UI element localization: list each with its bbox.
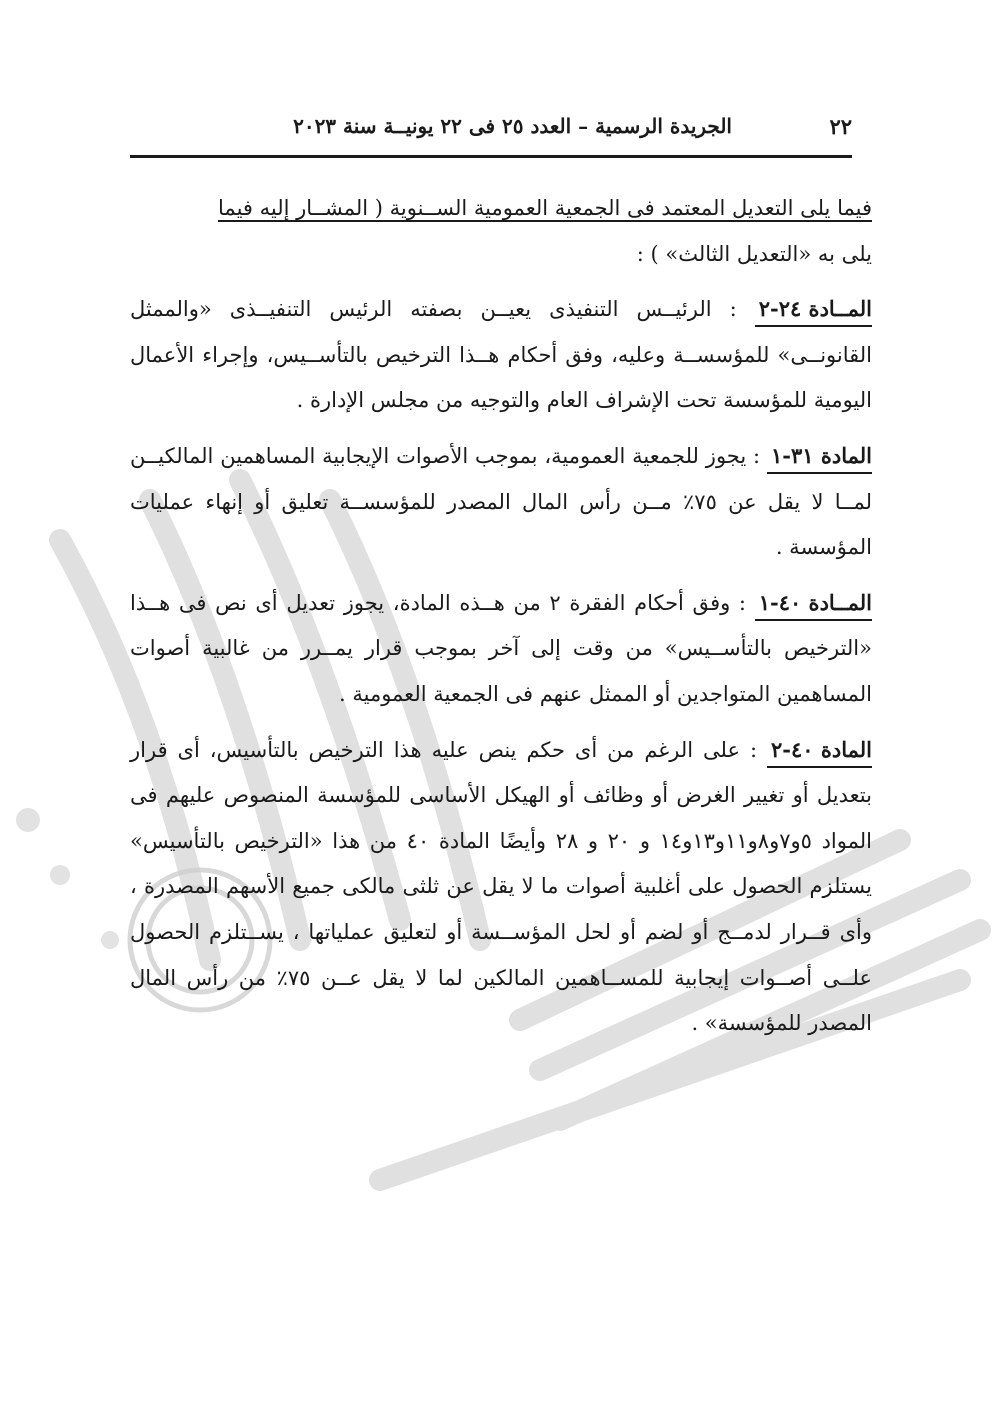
header-divider <box>130 155 852 158</box>
article-text: : على الرغم من أى حكم ينص عليه هذا الترخيص بالتأسيس، أى قرار بتعديل أو تغيير الغرض أو وظائف أو الهيكل الأساسى للمؤسسة المنصوص عليهم فى المواد ٥و٧و٨و١١و١٣و١٤ و ٢٠ و ٢٨ وأيضًا المادة ٤٠ من هذا «الترخيص بالتأسيس» يستلزم الحصول على أغلبية أصوات ما لا يقل عن ثلثى مالكى جميع الأسهم المصدرة ، وأى قــرار لدمــج أو لضم أو لحل المؤســسة أو لتعليق عملياتها ، يســتلزم الحصول علــى أصــوات إيجابية للمســاهمين المالكين لما لا يقل عــن ٧٥٪ من رأس المال المصدر للمؤسسة» . <box>130 737 873 1036</box>
intro-paragraph <box>130 186 872 277</box>
article-text: : يجوز للجمعية العمومية، بموجب الأصوات الإيجابية المساهمين المالكيــن لمــا لا يقل عن ٧٥٪ مــن رأس المال المصدر للمؤسســة تعليق أو إنهاء عمليات المؤسسة . <box>130 443 873 560</box>
intro-line-1: فيما يلى التعديل المعتمد فى الجمعية العمومية الســنوية ( المشــار إليه فيما <box>218 196 872 220</box>
page-header <box>130 108 852 152</box>
article-40-2 <box>130 728 872 1047</box>
page-number: ٢٢ <box>829 114 852 139</box>
article-heading: المــادة ٢٤-٢ <box>755 293 872 327</box>
intro-line-2: يلى به «التعديل الثالث» ) : <box>636 241 872 266</box>
article-heading: المادة ٣١-١ <box>767 440 872 474</box>
article-heading: المــادة ٤٠-١ <box>755 587 872 621</box>
article-31-1 <box>130 434 872 571</box>
article-text: : وفق أحكام الفقرة ٢ من هــذه المادة، يجوز تعديل أى نص فى هــذا «الترخيص بالتأســيس» من وقت إلى آخر بموجب قرار يمــرر من غالبية أصوات المساهمين المتواجدين أو الممثل عنهم فى الجمعية العمومية . <box>130 590 872 706</box>
article-heading: المادة ٤٠-٢ <box>767 734 872 768</box>
article-text: : الرئيــس التنفيذى يعيــن بصفته الرئيس التنفيــذى «والممثل القانونــى» للمؤسســة وعليه، وفق أحكام هــذا الترخيص بالتأســيس، وإجراء الأعمال اليومية للمؤسسة تحت الإشراف العام والتوجيه من مجلس الإدارة . <box>130 297 872 413</box>
article-40-1 <box>130 581 872 718</box>
document-body <box>130 186 872 1047</box>
running-title: الجريدة الرسمية – العدد ٢٥ فى ٢٢ يونيــة سنة ٢٠٢٣ <box>293 114 732 138</box>
article-24-2 <box>130 287 872 424</box>
